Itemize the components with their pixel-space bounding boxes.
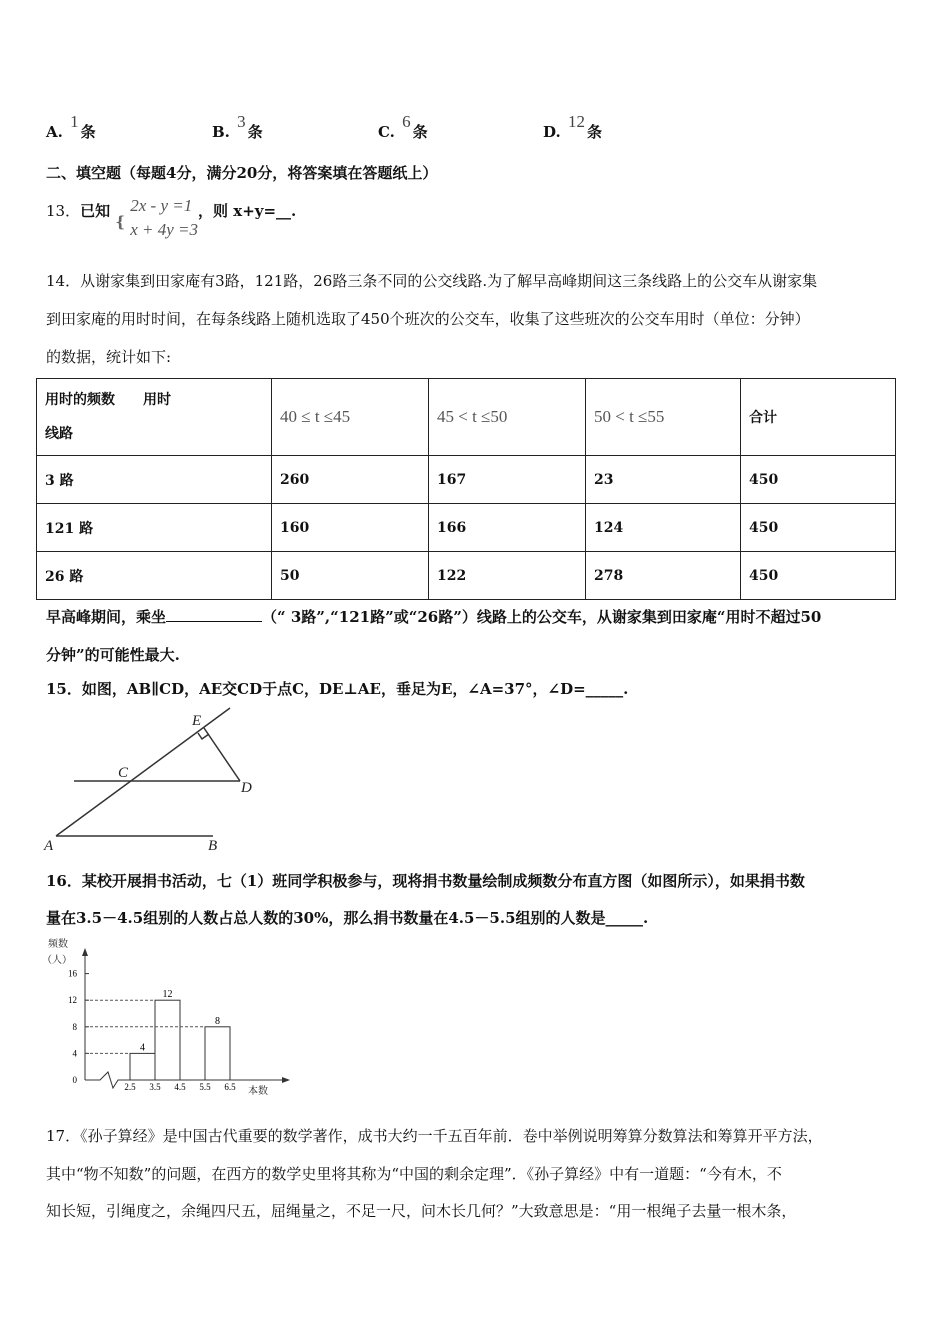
label-e: E: [192, 713, 202, 729]
line-ae: [56, 708, 230, 836]
q14-line-1: 14．从谢家集到田家庵有3路，121路，26路三条不同的公交线路.为了解早高峰期间这三条线路上的公交车从谢家集: [46, 272, 818, 290]
option-d: D. $^{12}$条: [543, 112, 602, 141]
x-axis-label: 本数: [248, 1086, 268, 1097]
histogram-bar: [205, 1027, 230, 1080]
q16-line-2: 量在3.5－4.5组别的人数占总人数的30%，那么捐书数量在4.5－5.5组别的人数是_____.: [46, 909, 649, 927]
q17-line-2: 其中“物不知数”的问题，在西方的数学史里将其称为“中国的剩余定理”．《孙子算经》中有一道题：“今有木，不: [46, 1165, 782, 1183]
question-13: 13．已知 { 2x - y =1 x + 4y =3 ，则 x+y=__.: [46, 196, 297, 239]
frequency-table: [36, 378, 896, 600]
q14-line-2: 到田家庵的用时时间，在每条线路上随机选取了450个班次的公交车，收集了这些班次的公交车用时（单位：分钟）: [46, 310, 810, 328]
label-b: B: [208, 838, 218, 854]
corner-top: 用时的频数 用时: [45, 392, 171, 408]
label-a: A: [44, 838, 54, 854]
bar-value-label: 4: [140, 1042, 145, 1054]
x-tick-label: 6.5: [224, 1082, 236, 1092]
table-row: 3 路 260 167 23 450: [37, 456, 896, 504]
header-50-55: 50 < t ≤55: [586, 379, 741, 456]
option-a: A. $^1$条: [46, 112, 96, 141]
q14-after-1: 早高峰期间，乘坐 （“ 3路”,“121路”或“26路”）线路上的公交车，从谢家集到田家庵“用时不超过50: [46, 608, 822, 626]
x-axis-arrow: [282, 1077, 290, 1083]
line-de: [204, 728, 240, 781]
histogram-bar: [130, 1053, 155, 1080]
q17-line-3: 知长短，引绳度之，余绳四尺五，屈绳量之，不足一尺，问木长几何？”大致意思是：“用一根绳子去量一根木条，: [46, 1202, 797, 1220]
label-d: D: [241, 780, 252, 796]
q16-line-1: 16．某校开展捐书活动，七（1）班同学积极参与，现将捐书数量绘制成频数分布直方图（如图所示），如果捐书数: [46, 872, 805, 890]
q17-line-1: 17．《孙子算经》是中国古代重要的数学著作，成书大约一千五百年前．卷中举例说明筹算分数算法和筹算开平方法，: [46, 1127, 823, 1145]
x-tick-label: 4.5: [174, 1082, 186, 1092]
q14-line-3: 的数据，统计如下:: [46, 348, 172, 366]
x-tick-label: 5.5: [199, 1082, 211, 1092]
section-title: 二、填空题（每题4分，满分20分，将答案填在答题纸上）: [46, 164, 438, 182]
option-c: C. $^6$条: [378, 112, 428, 141]
y-axis-label: 频数（人）: [42, 939, 72, 966]
geometry-figure: [30, 700, 270, 860]
y-tick-label: 16: [68, 968, 77, 979]
header-total: 合计: [741, 379, 896, 456]
y-axis-arrow: [82, 948, 88, 956]
y-tick-label: 4: [72, 1048, 77, 1059]
x-tick-label: 3.5: [149, 1082, 161, 1092]
option-b: B. $^3$条: [212, 112, 263, 141]
histogram: [30, 930, 300, 1100]
histogram-bar: [155, 1000, 180, 1080]
header-40-45: 40 ≤ t ≤45: [272, 379, 429, 456]
y-tick-label: 0: [72, 1075, 77, 1085]
label-c: C: [118, 765, 129, 781]
header-45-50: 45 < t ≤50: [429, 379, 586, 456]
bar-value-label: 8: [215, 1015, 220, 1027]
y-tick-label: 12: [68, 995, 77, 1006]
y-tick-label: 8: [72, 1021, 77, 1032]
question-15: 15．如图，AB∥CD，AE交CD于点C，DE⊥AE，垂足为E，∠A=37°，∠D=_____.: [46, 680, 629, 698]
table-row: 26 路 50 122 278 450: [37, 552, 896, 600]
x-tick-label: 2.5: [124, 1082, 136, 1092]
bar-value-label: 12: [162, 989, 173, 1001]
table-row: 121 路 160 166 124 450: [37, 504, 896, 552]
q14-after-2: 分钟”的可能性最大.: [46, 646, 180, 664]
corner-bottom: 线路: [45, 426, 73, 442]
